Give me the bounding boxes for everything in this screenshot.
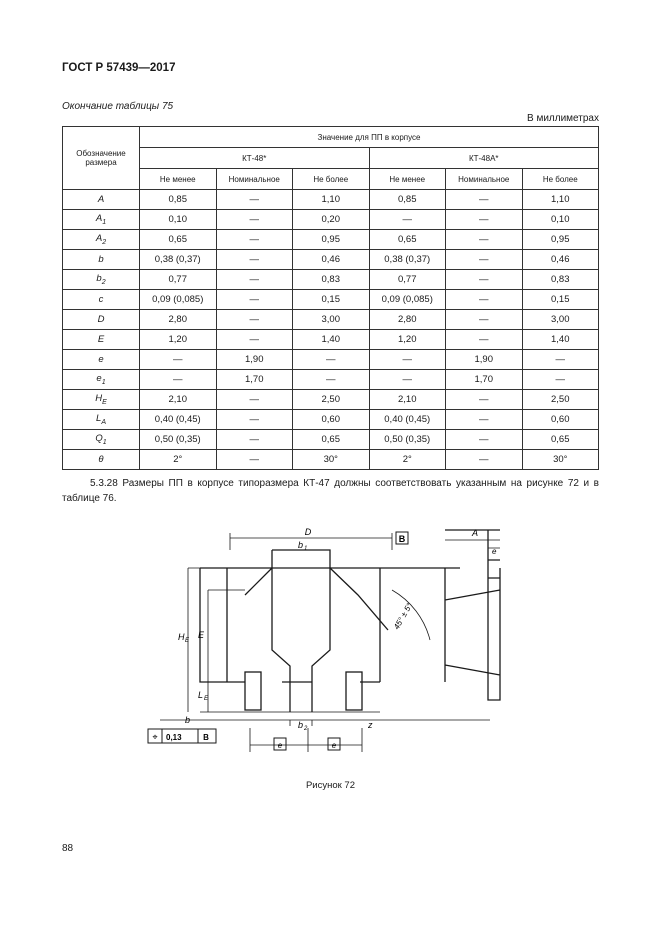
cell-value: — (446, 390, 523, 410)
sub-header: Номинальное (446, 169, 523, 190)
tolerance-value: 0,13 (166, 733, 182, 742)
cell-value: — (369, 350, 446, 370)
cell-value: — (446, 450, 523, 470)
box-e-right: e (331, 741, 337, 750)
sub-header: Не менее (369, 169, 446, 190)
cell-value: 30° (522, 450, 599, 470)
symbol-letter: Q (95, 433, 103, 445)
row-symbol (63, 210, 140, 230)
row-symbol (63, 370, 140, 390)
table-row (63, 390, 599, 410)
table-row (63, 350, 599, 370)
cell-value: 3,00 (293, 310, 370, 330)
table-units: В миллиметрах (527, 113, 599, 124)
table-row (63, 190, 599, 210)
dim-le-sub: E (204, 696, 209, 702)
cell-value: 1,70 (216, 370, 293, 390)
group-header-kt48: КТ-48* (140, 148, 370, 169)
cell-value: — (446, 290, 523, 310)
cell-value: 0,65 (140, 230, 217, 250)
row-symbol (63, 330, 140, 350)
symbol-subscript: A (101, 418, 106, 426)
cell-value: — (140, 350, 217, 370)
col-header-symbol: Обозначение размера (63, 127, 140, 190)
cell-value: 0,65 (369, 230, 446, 250)
symbol-letter: A (95, 233, 103, 245)
symbol-letter: D (97, 314, 105, 325)
cell-value: 1,10 (293, 190, 370, 210)
col-header-values: Значение для ПП в корпусе (140, 127, 599, 148)
tolerance-datum: B (203, 733, 209, 742)
dim-z-label: z (368, 720, 373, 730)
cell-value: 0,65 (522, 430, 599, 450)
symbol-subscript: 2 (102, 238, 107, 246)
cell-value: — (369, 210, 446, 230)
cell-value: — (216, 270, 293, 290)
cell-value: 0,50 (0,35) (140, 430, 217, 450)
row-symbol (63, 390, 140, 410)
cell-value: — (216, 310, 293, 330)
cell-value: 2° (140, 450, 217, 470)
symbol-letter: A (97, 194, 105, 205)
cell-value: 0,09 (0,085) (140, 290, 217, 310)
cell-value: 0,46 (522, 250, 599, 270)
cell-value: 0,83 (293, 270, 370, 290)
symbol-subscript: 1 (102, 218, 107, 226)
cell-value: 3,00 (522, 310, 599, 330)
row-symbol (63, 430, 140, 450)
table-row (63, 210, 599, 230)
cell-value: — (216, 390, 293, 410)
figure-72-drawing (130, 520, 530, 770)
cell-value: 0,40 (0,45) (140, 410, 217, 430)
cell-value: — (522, 350, 599, 370)
symbol-letter: c (98, 294, 104, 305)
cell-value: 1,40 (293, 330, 370, 350)
cell-value: — (216, 190, 293, 210)
cell-value: 0,83 (522, 270, 599, 290)
table-row (63, 450, 599, 470)
lead-right (346, 672, 362, 710)
dim-b-label: b (185, 715, 191, 725)
cell-value: 0,65 (293, 430, 370, 450)
symbol-subscript: E (102, 398, 107, 406)
cell-value: 0,20 (293, 210, 370, 230)
dim-he-sub: E (185, 638, 190, 644)
row-symbol (63, 450, 140, 470)
cell-value: 1,70 (446, 370, 523, 390)
row-symbol (63, 410, 140, 430)
symbol-letter: E (97, 334, 105, 345)
table-body (63, 190, 599, 470)
row-symbol (63, 190, 140, 210)
cell-value: — (522, 370, 599, 390)
symbol-letter: θ (98, 454, 104, 465)
cell-value: — (216, 410, 293, 430)
symbol-letter: L (96, 413, 102, 425)
cell-value: 0,38 (0,37) (140, 250, 217, 270)
cell-value: 2,50 (293, 390, 370, 410)
cell-value: — (446, 250, 523, 270)
row-symbol (63, 350, 140, 370)
cell-value: 2,50 (522, 390, 599, 410)
symbol-letter: H (95, 393, 103, 405)
box-e-left: e (277, 741, 283, 750)
table-row (63, 330, 599, 350)
cell-value: 1,90 (446, 350, 523, 370)
cell-value: 0,60 (293, 410, 370, 430)
table-row (63, 250, 599, 270)
cell-value: 2,10 (369, 390, 446, 410)
cell-value: — (446, 210, 523, 230)
angle-label: 45° ± 5° (391, 601, 415, 631)
table-row (63, 290, 599, 310)
cell-value: — (216, 450, 293, 470)
cell-value: 0,46 (293, 250, 370, 270)
cell-value: 1,90 (216, 350, 293, 370)
cell-value: 0,50 (0,35) (369, 430, 446, 450)
cell-value: 0,85 (140, 190, 217, 210)
symbol-letter: e (98, 354, 104, 365)
cell-value: — (446, 230, 523, 250)
document-header: ГОСТ Р 57439—2017 (62, 62, 176, 74)
symbol-letter: A (95, 213, 103, 225)
page-number: 88 (62, 843, 74, 854)
table-row (63, 310, 599, 330)
symbol-subscript: 1 (101, 378, 106, 386)
dim-a-label: A (472, 528, 479, 538)
cell-value: 0,77 (140, 270, 217, 290)
sub-header: Номинальное (216, 169, 293, 190)
dim-d-label: D (304, 527, 312, 537)
symbol-letter: b (98, 254, 104, 265)
cell-value: 0,40 (0,45) (369, 410, 446, 430)
row-symbol (63, 310, 140, 330)
cell-value: 0,85 (369, 190, 446, 210)
table-row (63, 370, 599, 390)
cell-value: — (216, 330, 293, 350)
cell-value: — (369, 370, 446, 390)
symbol-subscript: 1 (102, 438, 107, 446)
dim-b1-label: b (298, 540, 304, 550)
dim-he-label: H (178, 632, 185, 642)
cell-value: 1,20 (140, 330, 217, 350)
dim-b1-sub: 1 (304, 546, 308, 552)
table-row (63, 270, 599, 290)
row-symbol (63, 270, 140, 290)
row-symbol (63, 230, 140, 250)
cell-value: — (446, 330, 523, 350)
cell-value: 0,60 (522, 410, 599, 430)
datum-b-label: B (398, 534, 406, 544)
cell-value: — (446, 270, 523, 290)
dim-e-vert-label: E (198, 630, 205, 640)
cell-value: 1,20 (369, 330, 446, 350)
figure-caption: Рисунок 72 (305, 780, 356, 791)
cell-value: 2,10 (140, 390, 217, 410)
table-caption: Окончание таблицы 75 (62, 101, 174, 112)
inner-frame (272, 550, 330, 712)
cell-value: — (140, 370, 217, 390)
cell-value: — (216, 250, 293, 270)
lead-left (245, 672, 261, 710)
dimensions-table (62, 126, 599, 470)
sub-header: Не менее (140, 169, 217, 190)
cell-value: — (216, 430, 293, 450)
dim-b2-label: b (298, 720, 304, 730)
dim-b2-sub: 2 (304, 726, 308, 732)
cell-value: 0,10 (140, 210, 217, 230)
cell-value: 1,40 (522, 330, 599, 350)
symbol-letter: b (96, 273, 102, 285)
cell-value: 2° (369, 450, 446, 470)
cell-value: — (446, 410, 523, 430)
cell-value: 0,15 (293, 290, 370, 310)
cell-value: 0,38 (0,37) (369, 250, 446, 270)
cell-value: 2,80 (369, 310, 446, 330)
dim-le-label: L (198, 690, 204, 700)
cell-value: — (216, 230, 293, 250)
cell-value: — (216, 290, 293, 310)
cell-value: 0,95 (522, 230, 599, 250)
cell-value: 2,80 (140, 310, 217, 330)
cell-value: 0,95 (293, 230, 370, 250)
paragraph-5-3-28: 5.3.28 Размеры ПП в корпусе типоразмера КТ-47 должны соответствовать указанным на рисунке 72 и в таблице 76. (62, 478, 599, 504)
cell-value: 0,77 (369, 270, 446, 290)
row-symbol (63, 290, 140, 310)
symbol-letter: e (96, 373, 102, 385)
row-symbol (63, 250, 140, 270)
cell-value: — (446, 190, 523, 210)
symbol-subscript: 2 (101, 278, 106, 286)
cell-value: — (293, 370, 370, 390)
cell-value: 0,09 (0,085) (369, 290, 446, 310)
cell-value: 30° (293, 450, 370, 470)
cell-value: — (293, 350, 370, 370)
group-header-kt48a: КТ-48А* (369, 148, 599, 169)
table-row (63, 430, 599, 450)
cell-value: 0,10 (522, 210, 599, 230)
cell-value: 0,15 (522, 290, 599, 310)
table-row (63, 410, 599, 430)
cell-value: — (446, 430, 523, 450)
table-row (63, 230, 599, 250)
dim-e-label: e (492, 547, 497, 556)
sub-header: Не более (522, 169, 599, 190)
chamfer-lines (245, 568, 388, 630)
cell-value: — (446, 310, 523, 330)
cell-value: — (216, 210, 293, 230)
cell-value: 1,10 (522, 190, 599, 210)
sub-header: Не более (293, 169, 370, 190)
position-tolerance-icon: ⌖ (152, 732, 158, 742)
